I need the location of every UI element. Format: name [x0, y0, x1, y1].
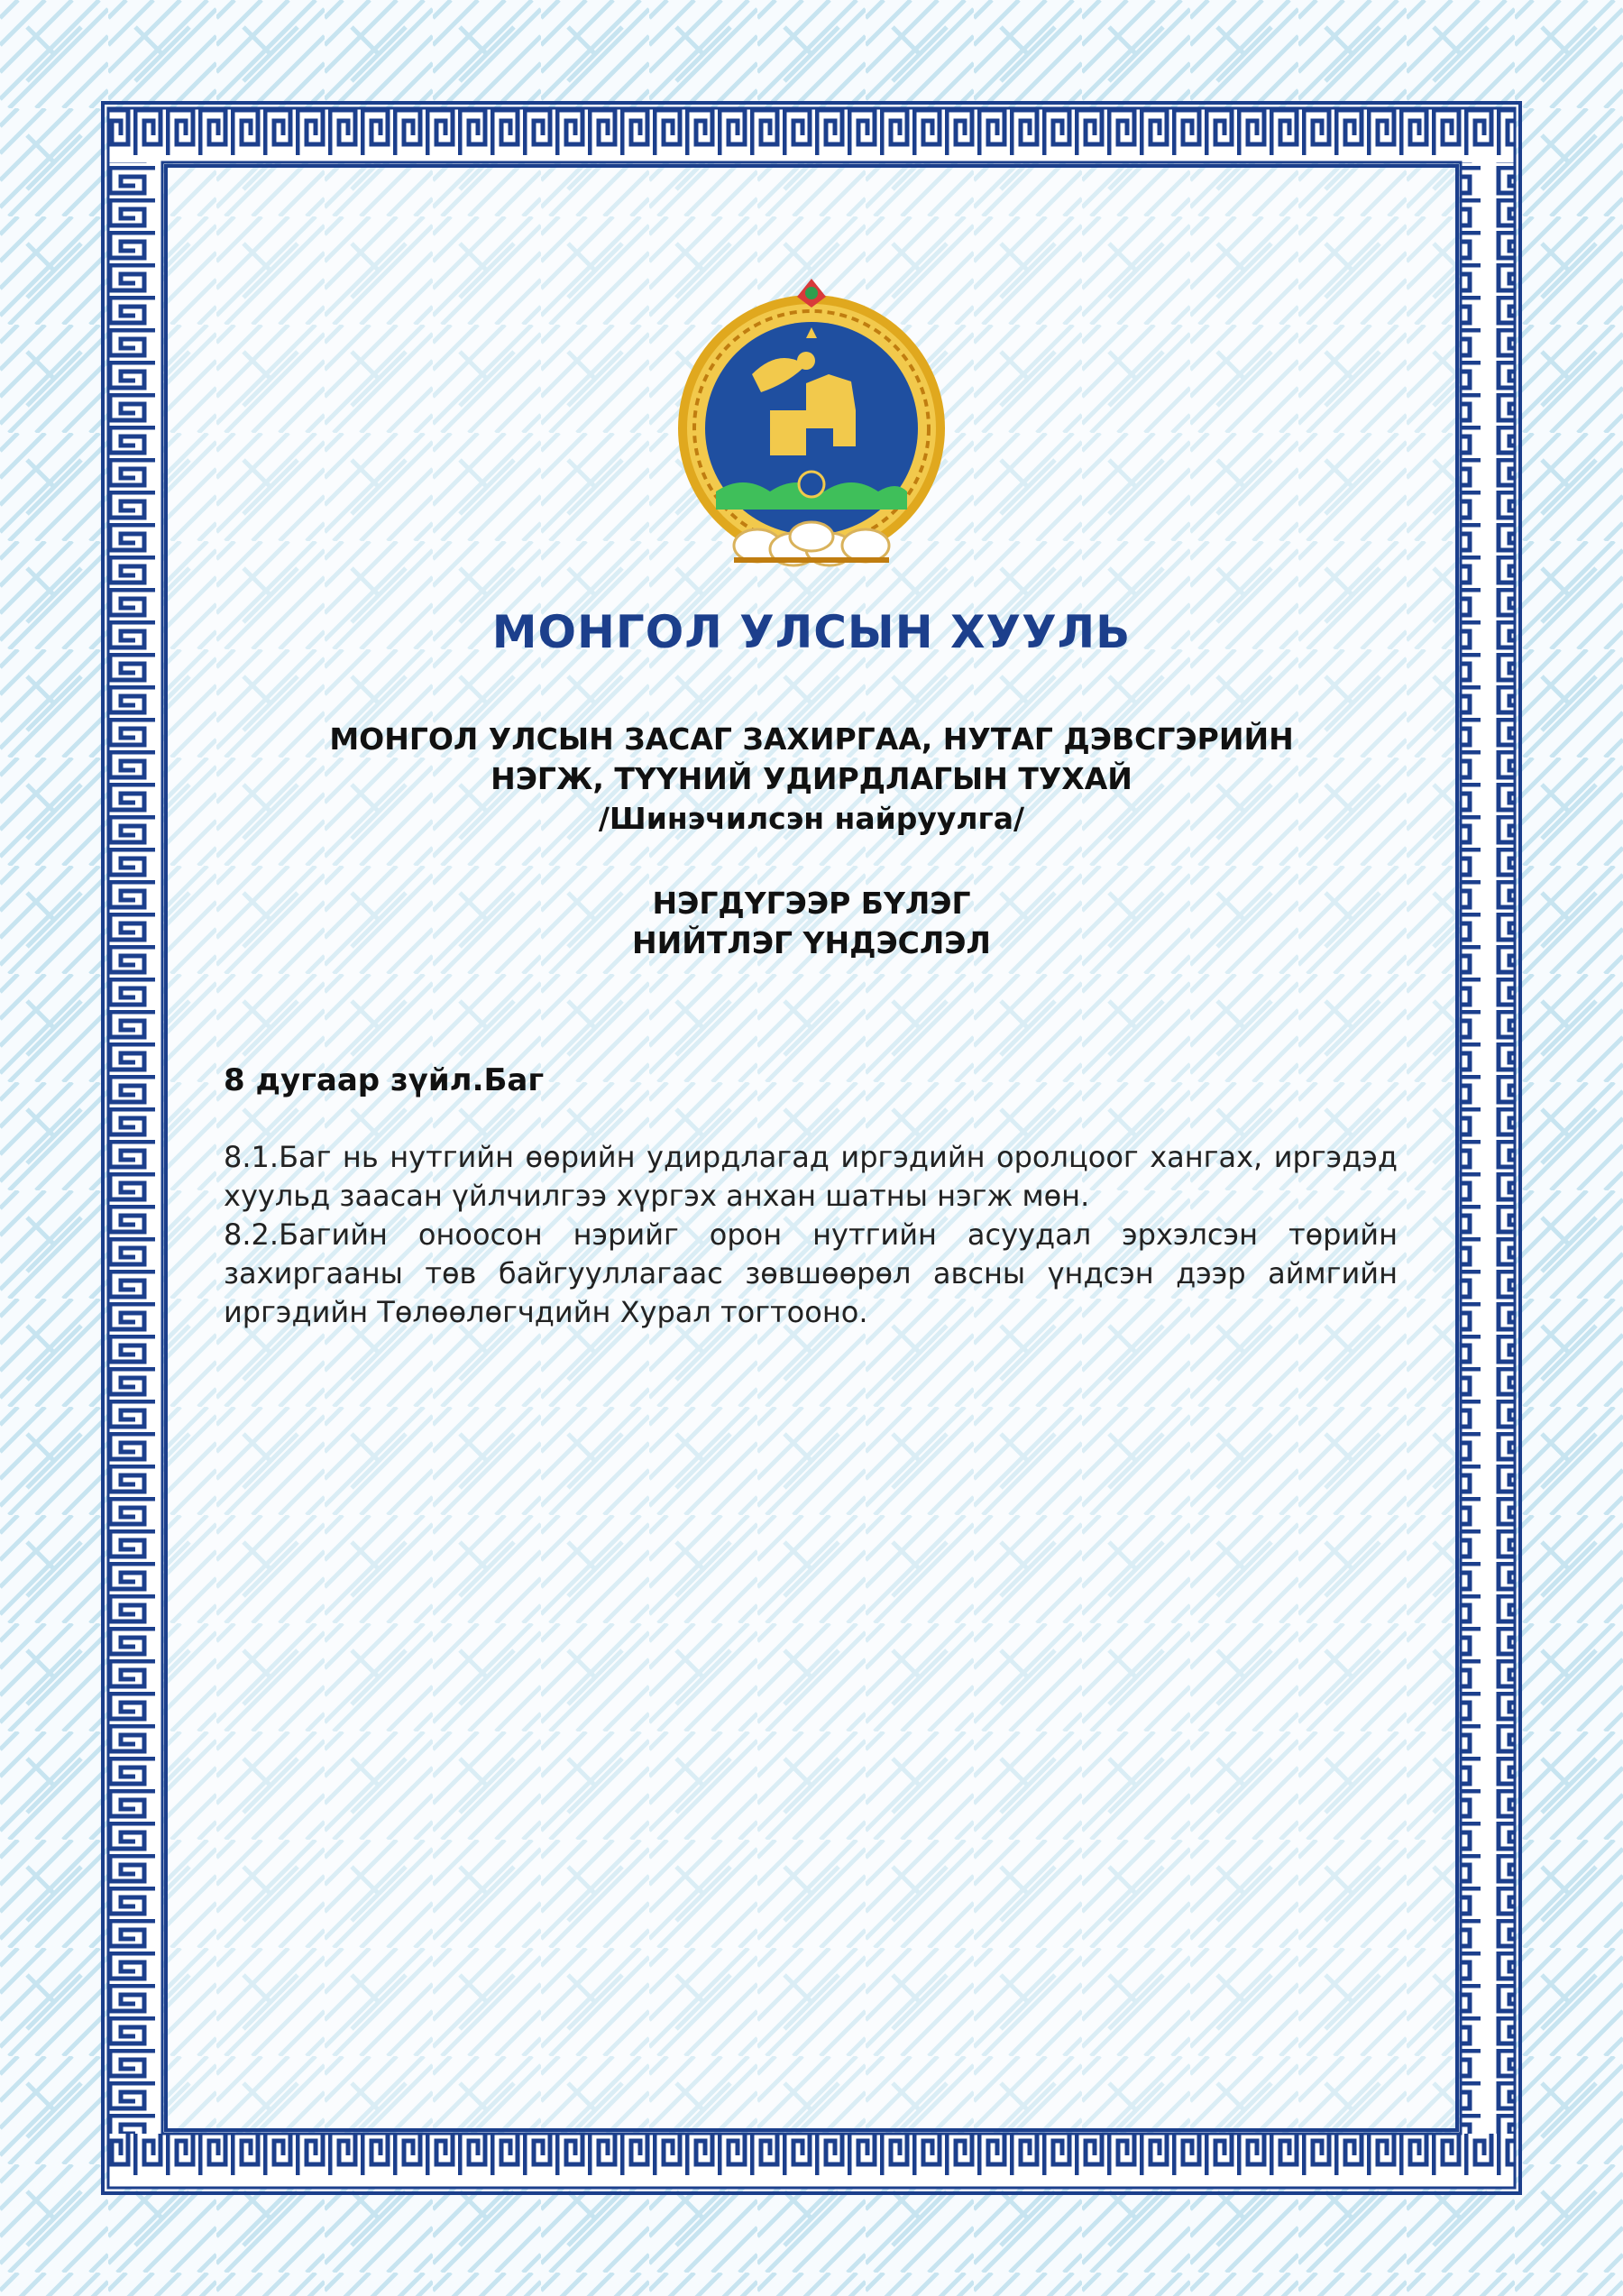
state-emblem-icon [671, 275, 952, 578]
article-paragraph: 8.2.Багийн оноосон нэрийг орон нутгийн асуудал эрхэлсэн төрийн захиргааны төв байгууллагаас зөвшөөрөл авсны үндсэн дээр аймгийн иргэдийн Төлөөлөгчдийн Хурал тогтооно. [224, 1217, 1398, 1329]
article-heading: 8 дугаар зүйл.Баг [224, 1062, 545, 1098]
chapter-heading [180, 884, 1443, 963]
article-body [224, 1138, 1398, 1332]
subtitle-line: МОНГОЛ УЛСЫН ЗАСАГ ЗАХИРГАА, НУТАГ ДЭВСГЭРИЙН [329, 721, 1294, 757]
law-subtitle [180, 720, 1443, 839]
article-paragraph: 8.1.Баг нь нутгийн өөрийн удирдлагад иргэдийн оролцоог хангах, иргэдэд хуульд заасан үйлчилгээ хүргэх анхан шатны нэгж мөн. [224, 1140, 1398, 1213]
subtitle-line: /Шинэчилсэн найруулга/ [598, 801, 1025, 836]
subtitle-line: НЭГЖ, ТҮҮНИЙ УДИРДЛАГЫН ТУХАЙ [491, 761, 1132, 796]
law-title: МОНГОЛ УЛСЫН ХУУЛЬ [491, 606, 1132, 658]
chapter-number: НЭГДҮГЭЭР БҮЛЭГ [652, 886, 971, 921]
chapter-name: НИЙТЛЭГ ҮНДЭСЛЭЛ [632, 925, 991, 960]
